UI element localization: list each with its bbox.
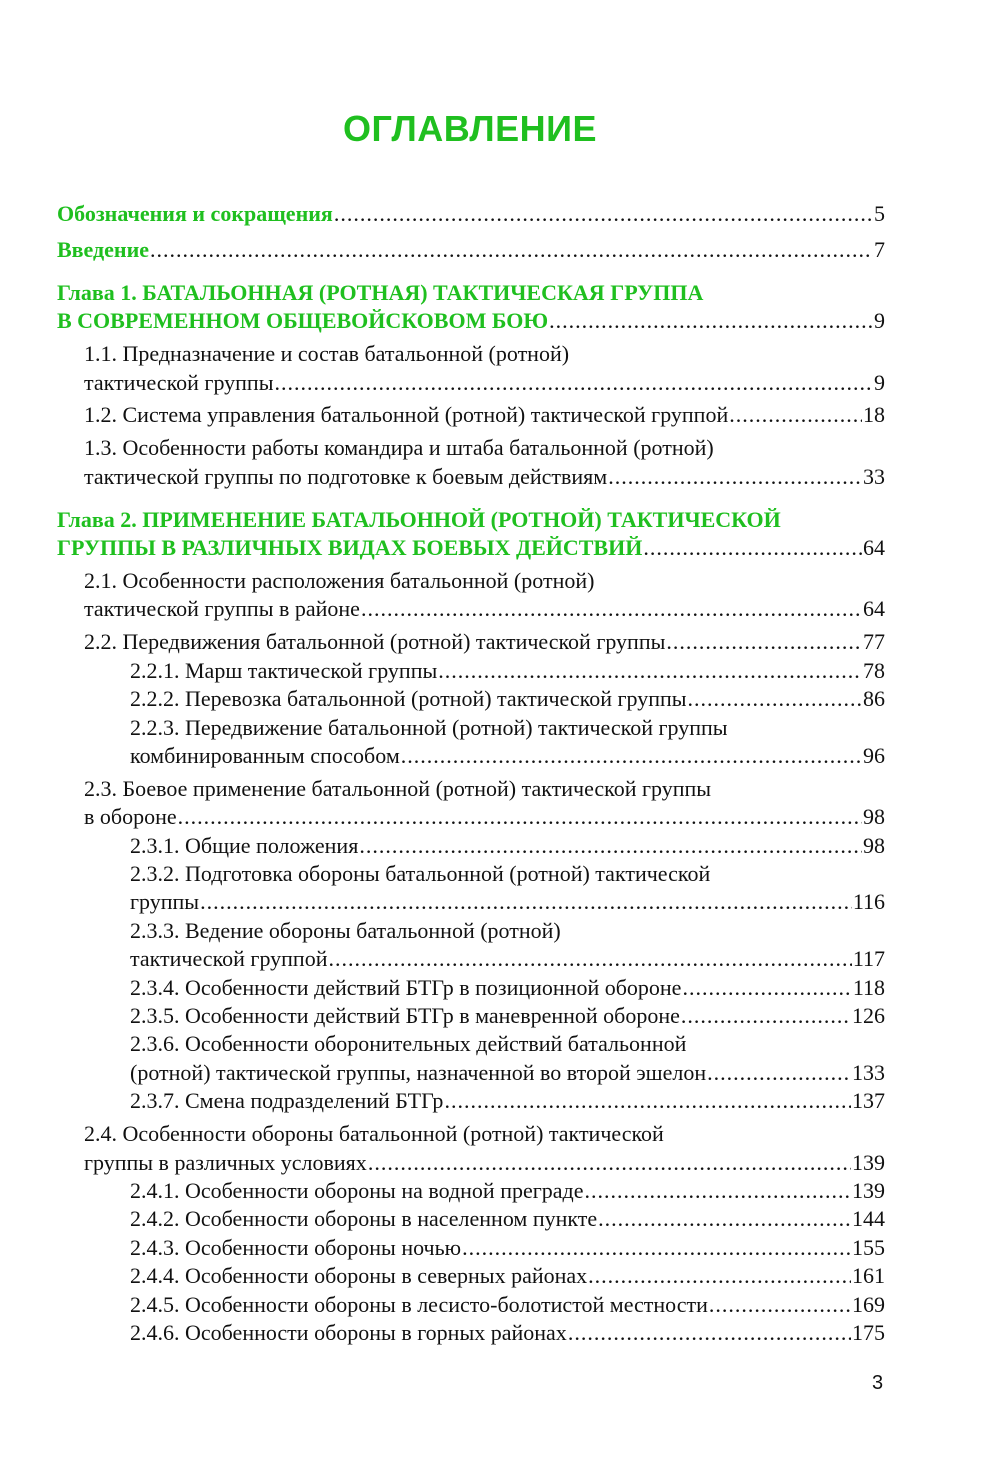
toc-entry-line: [130, 832, 885, 860]
dot-leader: [568, 1319, 851, 1347]
toc-entry[interactable]: [57, 1120, 885, 1177]
dot-leader: [401, 742, 862, 770]
toc-entry-title: 2.4.3. Особенности обороны ночью: [130, 1234, 462, 1260]
toc-entry-line: [130, 1291, 885, 1319]
toc-entry[interactable]: [57, 1291, 885, 1319]
toc-entry[interactable]: [57, 685, 885, 713]
toc-entry-title: 2.2. Передвижения батальонной (ротной) тактической группы: [84, 629, 666, 655]
toc-entry-line: [57, 506, 885, 534]
dot-leader: [200, 888, 852, 916]
toc-entry-line: [130, 1059, 885, 1087]
toc-entry-line: [84, 803, 885, 831]
toc-page-number: 98: [863, 832, 885, 858]
toc-entry-line: [84, 463, 885, 491]
toc-entry-title: 1.3. Особенности работы командира и штаба батальонной (ротной): [84, 435, 714, 461]
toc-page-number: 9: [874, 308, 885, 334]
toc-entry[interactable]: [57, 1087, 885, 1115]
toc-entry-title: тактической группы по подготовке к боевым действиям: [84, 463, 608, 489]
toc-entry-title: 2.2.1. Марш тактической группы: [130, 657, 438, 683]
toc-entry-line: [130, 742, 885, 770]
toc-entry-line: [130, 917, 885, 945]
toc-entry-line: [84, 775, 885, 803]
toc-entry-line: [84, 434, 885, 462]
toc-entry-title: Обозначения и сокращения: [57, 201, 333, 226]
toc-entry-line: [57, 236, 885, 264]
toc-entry-line: [130, 657, 885, 685]
toc-entry-line: [130, 1319, 885, 1347]
toc-page-number: 139: [852, 1149, 885, 1175]
toc-page-number: 117: [852, 946, 885, 972]
dot-leader: [729, 401, 862, 429]
toc-entry-line: [57, 279, 885, 307]
toc-entry-title: 2.3.5. Особенности действий БТГр в маневренной обороне: [130, 1003, 680, 1029]
toc-page-number: 137: [852, 1088, 885, 1114]
toc-entry-line: [84, 567, 885, 595]
toc-entry-line: [130, 860, 885, 888]
toc-page-number: 64: [863, 535, 885, 561]
toc-entry-line: [130, 945, 885, 973]
toc-entry-line: [57, 200, 885, 228]
toc-entry-line: [130, 888, 885, 916]
toc-entry[interactable]: [57, 340, 885, 397]
toc-page-number: 126: [852, 1003, 885, 1029]
toc-entry-line: [84, 595, 885, 623]
toc-entry-line: [84, 340, 885, 368]
toc-entry[interactable]: [57, 657, 885, 685]
dot-leader: [643, 534, 862, 562]
dot-leader: [178, 803, 862, 831]
toc-entry-line: [130, 1087, 885, 1115]
toc-page-number: 96: [863, 742, 885, 768]
toc-page-number: 155: [852, 1234, 885, 1260]
toc-entry-line: [57, 307, 885, 335]
toc-entry-title: группы в различных условиях: [84, 1149, 367, 1175]
dot-leader: [368, 1149, 851, 1177]
toc-entry[interactable]: [57, 1319, 885, 1347]
toc-page-number: 169: [852, 1291, 885, 1317]
toc-entry[interactable]: [57, 1205, 885, 1233]
toc-entry[interactable]: [57, 832, 885, 860]
toc-entry-title: 2.4.1. Особенности обороны на водной преграде: [130, 1178, 584, 1203]
dot-leader: [549, 307, 873, 335]
toc-entry-title: 2.2.2. Перевозка батальонной (ротной) тактической группы: [130, 686, 687, 712]
toc-entry-title: 2.3.2. Подготовка обороны батальонной (ротной) тактической: [130, 861, 711, 887]
toc-entry-title: 2.4.2. Особенности обороны в населенном пункте: [130, 1206, 598, 1232]
toc-entry-title: 1.1. Предназначение и состав батальонной (ротной): [84, 341, 570, 367]
toc-entry-title: комбинированным способом: [130, 742, 400, 768]
toc-entry-line: [130, 685, 885, 713]
toc-entry[interactable]: [57, 1262, 885, 1290]
toc-entry-line: [130, 714, 885, 742]
toc-entry-title: Введение: [57, 236, 150, 262]
dot-leader: [681, 1002, 851, 1030]
toc-entry[interactable]: [57, 1177, 885, 1205]
toc-entry-line: [84, 401, 885, 429]
dot-leader: [584, 1177, 851, 1205]
toc-entry-title: 2.4.5. Особенности обороны в лесисто-болотистой местности: [130, 1291, 708, 1317]
dot-leader: [361, 595, 862, 623]
toc-entry-line: [84, 369, 885, 397]
toc-entry-title: 2.1. Особенности расположения батальонной (ротной): [84, 567, 595, 593]
dot-leader: [359, 832, 862, 860]
dot-leader: [707, 1059, 851, 1087]
dot-leader: [682, 974, 851, 1002]
toc-entry-title: (ротной) тактической группы, назначенной во второй эшелон: [130, 1059, 707, 1085]
toc-entry-title: 2.3.7. Смена подразделений БТГр: [130, 1088, 444, 1114]
toc-entry-title: 2.2.3. Передвижение батальонной (ротной) тактической группы: [130, 714, 728, 740]
toc-entry-title: 2.3.1. Общие положения: [130, 832, 359, 858]
toc-page-number: 175: [852, 1320, 885, 1346]
toc-page-number: 77: [863, 629, 885, 655]
toc-entry-title: 2.4. Особенности обороны батальонной (ротной) тактической: [84, 1121, 664, 1147]
toc-entry-title: 2.3.6. Особенности оборонительных действий батальонной: [130, 1031, 687, 1057]
toc-entry[interactable]: [57, 236, 885, 264]
toc-entry[interactable]: [57, 860, 885, 917]
toc-entry-title: тактической группой: [130, 946, 328, 972]
toc-page-number: 7: [874, 236, 885, 262]
toc-entry-title: группы: [130, 889, 200, 915]
dot-leader: [688, 685, 862, 713]
toc-entry[interactable]: [57, 714, 885, 771]
toc-entry[interactable]: [57, 628, 885, 656]
dot-leader: [444, 1087, 851, 1115]
toc-entry-title: 2.3. Боевое применение батальонной (ротной) тактической группы: [84, 775, 712, 801]
toc-entry[interactable]: [57, 775, 885, 832]
toc-entry-line: [130, 1030, 885, 1058]
toc-page-number: 64: [863, 596, 885, 622]
toc-entry[interactable]: [57, 567, 885, 624]
toc-entry[interactable]: [57, 200, 885, 228]
toc-entry[interactable]: [57, 1030, 885, 1087]
toc-entry[interactable]: [57, 434, 885, 491]
toc-page-number: 18: [863, 402, 885, 428]
toc-entry-line: [130, 1262, 885, 1290]
dot-leader: [328, 945, 851, 973]
toc-entry-title: 2.4.6. Особенности обороны в горных районах: [130, 1320, 567, 1346]
toc-entry-title: Глава 2. ПРИМЕНЕНИЕ БАТАЛЬОННОЙ (РОТНОЙ) ТАКТИЧЕСКОЙ: [57, 506, 781, 532]
toc-page-number: 133: [852, 1059, 885, 1085]
dot-leader: [438, 657, 862, 685]
dot-leader: [588, 1262, 851, 1290]
toc-page-number: 33: [863, 463, 885, 489]
toc-page-number: 118: [852, 974, 885, 1000]
toc-entry[interactable]: [57, 1234, 885, 1262]
dot-leader: [709, 1291, 851, 1319]
page-title: ОГЛАВЛЕНИЕ: [342, 108, 598, 149]
toc-entry-title: тактической группы: [84, 369, 274, 395]
table-of-contents: [57, 200, 885, 1347]
toc-page-number: 9: [874, 369, 885, 395]
toc-page-number: 139: [852, 1178, 885, 1203]
toc-entry-line: [130, 1205, 885, 1233]
toc-entry-line: [130, 974, 885, 1002]
toc-entry[interactable]: [57, 506, 885, 563]
toc-page-number: 5: [874, 201, 885, 226]
toc-page-number: 161: [852, 1263, 885, 1289]
toc-entry[interactable]: [57, 917, 885, 974]
dot-leader: [666, 628, 862, 656]
toc-entry[interactable]: [57, 401, 885, 429]
toc-entry-line: [130, 1177, 885, 1205]
toc-entry-line: [84, 1149, 885, 1177]
toc-entry-title: Глава 1. БАТАЛЬОННАЯ (РОТНАЯ) ТАКТИЧЕСКАЯ ГРУППА: [57, 279, 704, 305]
dot-leader: [598, 1205, 851, 1233]
dot-leader: [608, 463, 862, 491]
toc-entry-title: ГРУППЫ В РАЗЛИЧНЫХ ВИДАХ БОЕВЫХ ДЕЙСТВИЙ: [57, 535, 643, 561]
dot-leader: [462, 1234, 851, 1262]
toc-entry-title: 1.2. Система управления батальонной (ротной) тактической группой: [84, 402, 729, 428]
toc-entry[interactable]: [57, 279, 885, 336]
toc-entry[interactable]: [57, 974, 885, 1002]
toc-entry-title: 2.3.4. Особенности действий БТГр в позиционной обороне: [130, 974, 682, 1000]
toc-page-number: 98: [863, 804, 885, 830]
toc-entry-line: [130, 1234, 885, 1262]
toc-entry-line: [57, 534, 885, 562]
toc-entry-line: [84, 628, 885, 656]
toc-entry-line: [130, 1002, 885, 1030]
toc-page-number: 86: [863, 686, 885, 712]
toc-page-number: 78: [863, 657, 885, 683]
dot-leader: [274, 369, 873, 397]
toc-entry-title: тактической группы в районе: [84, 596, 360, 622]
toc-entry-title: 2.3.3. Ведение обороны батальонной (ротной): [130, 917, 561, 943]
toc-entry[interactable]: [57, 1002, 885, 1030]
dot-leader: [150, 236, 873, 264]
page-number: 3: [872, 1372, 884, 1394]
toc-entry-title: В СОВРЕМЕННОМ ОБЩЕВОЙСКОВОМ БОЮ: [57, 308, 549, 334]
toc-entry-line: [84, 1120, 885, 1148]
dot-leader: [334, 200, 873, 228]
toc-entry-title: в обороне: [84, 804, 177, 830]
toc-page-number: 116: [852, 889, 885, 915]
toc-entry-title: 2.4.4. Особенности обороны в северных районах: [130, 1263, 588, 1289]
toc-page-number: 144: [852, 1206, 885, 1232]
